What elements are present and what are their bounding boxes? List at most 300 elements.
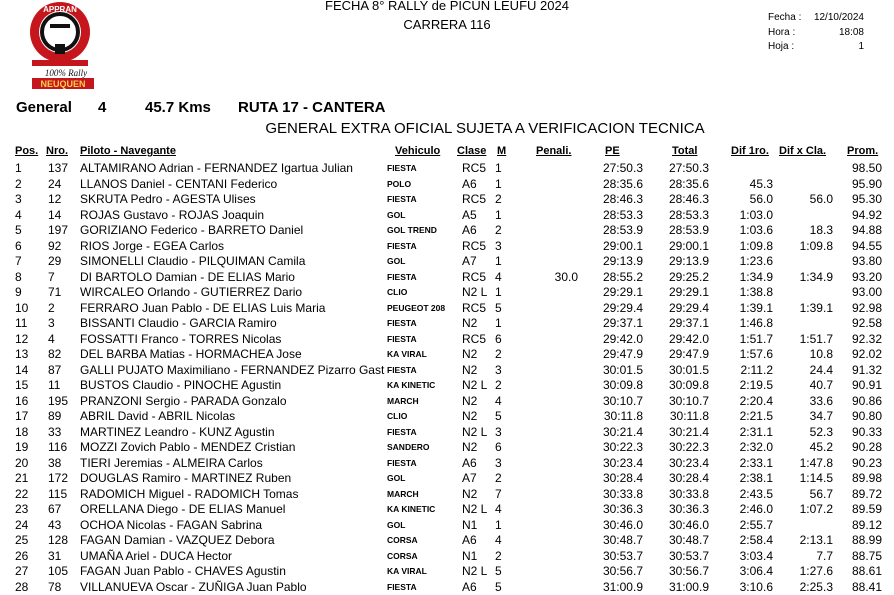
cell-piloto: LLANOS Daniel - CENTANI Federico: [80, 177, 277, 193]
col-penali: Penali.: [536, 145, 571, 157]
cell-clase: RC5: [462, 192, 486, 208]
cell-pe: 30:11.8: [604, 409, 643, 425]
col-m: M: [497, 145, 506, 157]
cell-vehiculo: CLIO: [387, 285, 407, 301]
cell-vehiculo: FIESTA: [387, 316, 417, 332]
cell-nro: 137: [48, 161, 68, 177]
cell-dif1: 1:34.9: [740, 270, 773, 286]
cell-m: 1: [495, 518, 502, 534]
cell-m: 4: [495, 394, 502, 410]
stage-summary: [16, 99, 386, 116]
cell-clase: RC5: [462, 270, 486, 286]
cell-pe: 29:13.9: [603, 254, 643, 270]
cell-difcla: 1:34.9: [800, 270, 833, 286]
cell-pe: 30:01.5: [603, 363, 643, 379]
cell-pe: 29:47.9: [603, 347, 643, 363]
cell-difcla: 56.7: [810, 487, 833, 503]
cell-total: 30:53.7: [669, 549, 709, 565]
cell-total: 30:11.8: [670, 409, 709, 425]
cell-pe: 30:48.7: [603, 533, 643, 549]
cell-pe: 29:37.1: [603, 316, 643, 332]
cell-clase: A6: [462, 223, 477, 239]
cell-total: 31:00.9: [669, 580, 709, 595]
cell-vehiculo: KA VIRAL: [387, 564, 427, 580]
col-vehiculo: Vehiculo: [395, 145, 440, 157]
cell-total: 30:28.4: [669, 471, 709, 487]
table-row: [0, 285, 894, 301]
cell-pe: 30:09.8: [603, 378, 643, 394]
cell-total: 28:46.3: [669, 192, 709, 208]
cell-pos: 1: [15, 161, 22, 177]
cell-vehiculo: CORSA: [387, 549, 418, 565]
cell-total: 28:53.3: [669, 208, 709, 224]
cell-clase: N2: [462, 347, 477, 363]
table-row: [0, 378, 894, 394]
table-row: [0, 254, 894, 270]
cell-pe: 28:53.3: [603, 208, 643, 224]
cell-vehiculo: FIESTA: [387, 270, 417, 286]
cell-m: 5: [495, 580, 502, 595]
table-row: [0, 394, 894, 410]
cell-piloto: SIMONELLI Claudio - PILQUIMAN Camila: [80, 254, 305, 270]
cell-vehiculo: FIESTA: [387, 363, 417, 379]
cell-prom: 90.28: [852, 440, 882, 456]
cell-prom: 89.98: [852, 471, 882, 487]
cell-vehiculo: FIESTA: [387, 456, 417, 472]
hoja-value: 1: [858, 40, 864, 55]
cell-m: 1: [495, 316, 502, 332]
table-row: [0, 239, 894, 255]
col-piloto: Piloto - Navegante: [80, 145, 176, 157]
fecha-value: 12/10/2024: [814, 11, 864, 26]
cell-piloto: FERRARO Juan Pablo - DE ELIAS Luis Maria: [80, 301, 325, 317]
cell-prom: 95.30: [852, 192, 882, 208]
cell-pos: 24: [15, 518, 28, 534]
cell-difcla: 10.8: [810, 347, 833, 363]
hora-value: 18:08: [839, 26, 864, 41]
table-row: [0, 177, 894, 193]
cell-vehiculo: KA KINETIC: [387, 502, 435, 518]
cell-clase: N1: [462, 518, 477, 534]
table-row: [0, 533, 894, 549]
cell-nro: 92: [48, 239, 61, 255]
cell-m: 7: [495, 487, 502, 503]
table-row: [0, 409, 894, 425]
cell-piloto: RIOS Jorge - EGEA Carlos: [80, 239, 224, 255]
cell-difcla: 1:09.8: [800, 239, 833, 255]
cell-vehiculo: POLO: [387, 177, 411, 193]
cell-dif1: 1:57.6: [740, 347, 773, 363]
cell-pe: 30:46.0: [603, 518, 643, 534]
cell-vehiculo: GOL: [387, 471, 405, 487]
cell-pos: 28: [15, 580, 28, 595]
cell-nro: 24: [48, 177, 61, 193]
cell-piloto: OCHOA Nicolas - FAGAN Sabrina: [80, 518, 262, 534]
cell-piloto: BISSANTI Claudio - GARCIA Ramiro: [80, 316, 277, 332]
cell-pos: 11: [15, 316, 27, 332]
cell-dif1: 2:31.1: [740, 425, 773, 441]
cell-vehiculo: GOL: [387, 254, 405, 270]
cell-difcla: 1:07.2: [800, 502, 833, 518]
cell-dif1: 1:39.1: [740, 301, 773, 317]
cell-piloto: ALTAMIRANO Adrian - FERNANDEZ Igartua Julian: [80, 161, 353, 177]
cell-vehiculo: MARCH: [387, 394, 419, 410]
cell-piloto: WIRCALEO Orlando - GUTIERREZ Dario: [80, 285, 302, 301]
cell-vehiculo: FIESTA: [387, 580, 417, 595]
report-meta: [768, 11, 864, 55]
cell-difcla: 7.7: [816, 549, 833, 565]
cell-nro: 128: [48, 533, 68, 549]
cell-nro: 12: [48, 192, 61, 208]
table-row: [0, 270, 894, 286]
table-row: [0, 564, 894, 580]
cell-prom: 90.80: [852, 409, 882, 425]
cell-nro: 29: [48, 254, 61, 270]
cell-total: 30:22.3: [669, 440, 709, 456]
table-row: [0, 192, 894, 208]
cell-clase: RC5: [462, 301, 486, 317]
cell-m: 3: [495, 363, 502, 379]
table-row: [0, 440, 894, 456]
cell-prom: 88.41: [852, 580, 882, 595]
cell-nro: 67: [48, 502, 61, 518]
cell-dif1: 1:23.6: [740, 254, 773, 270]
col-difcla: Dif x Cla.: [779, 145, 826, 157]
cell-m: 5: [495, 564, 502, 580]
cell-dif1: 1:38.8: [740, 285, 773, 301]
cell-clase: N2: [462, 316, 477, 332]
cell-pe: 29:42.0: [603, 332, 643, 348]
col-clase: Clase: [457, 145, 486, 157]
cell-difcla: 18.3: [810, 223, 833, 239]
table-row: [0, 425, 894, 441]
cell-total: 29:25.2: [669, 270, 709, 286]
hora-label: Hora :: [768, 26, 795, 41]
cell-total: 28:53.9: [669, 223, 709, 239]
cell-clase: N2: [462, 487, 477, 503]
cell-m: 2: [495, 549, 502, 565]
col-prom: Prom.: [847, 145, 878, 157]
cell-prom: 90.86: [852, 394, 882, 410]
cell-m: 2: [495, 378, 502, 394]
cell-prom: 89.72: [852, 487, 882, 503]
cell-prom: 93.00: [852, 285, 882, 301]
cell-difcla: 40.7: [810, 378, 833, 394]
cell-pos: 12: [15, 332, 28, 348]
cell-pe: 30:33.8: [603, 487, 643, 503]
cell-dif1: 2:33.1: [740, 456, 773, 472]
results-table: [0, 161, 894, 595]
table-row: [0, 549, 894, 565]
cell-pos: 26: [15, 549, 28, 565]
table-row: [0, 301, 894, 317]
cell-m: 5: [495, 409, 502, 425]
cell-vehiculo: KA VIRAL: [387, 347, 427, 363]
cell-pos: 22: [15, 487, 28, 503]
cell-prom: 94.92: [852, 208, 882, 224]
cell-piloto: DI BARTOLO Damian - DE ELIAS Mario: [80, 270, 295, 286]
cell-pos: 3: [15, 192, 22, 208]
cell-total: 29:37.1: [669, 316, 709, 332]
cell-pos: 15: [15, 378, 28, 394]
cell-vehiculo: CLIO: [387, 409, 407, 425]
cell-nro: 3: [48, 316, 55, 332]
cell-piloto: DEL BARBA Matias - HORMACHEA Jose: [80, 347, 302, 363]
cell-prom: 91.32: [852, 363, 882, 379]
cell-clase: N2: [462, 394, 477, 410]
cell-piloto: ABRIL David - ABRIL Nicolas: [80, 409, 235, 425]
cell-prom: 89.59: [852, 502, 882, 518]
cell-difcla: 1:14.5: [800, 471, 833, 487]
cell-m: 2: [495, 192, 502, 208]
cell-clase: RC5: [462, 161, 486, 177]
cell-difcla: 24.4: [810, 363, 833, 379]
cell-pe: 31:00.9: [603, 580, 643, 595]
stage-route: RUTA 17 - CANTERA: [238, 99, 386, 116]
cell-difcla: 1:47.8: [800, 456, 833, 472]
cell-nro: 116: [48, 440, 67, 456]
cell-nro: 2: [48, 301, 55, 317]
cell-vehiculo: GOL: [387, 208, 405, 224]
cell-pe: 28:53.9: [603, 223, 643, 239]
cell-clase: A7: [462, 471, 477, 487]
cell-clase: RC5: [462, 332, 486, 348]
cell-pos: 14: [15, 363, 28, 379]
cell-dif1: 2:19.5: [740, 378, 773, 394]
cell-total: 29:42.0: [669, 332, 709, 348]
cell-pe: 30:36.3: [603, 502, 643, 518]
cell-clase: N2: [462, 409, 477, 425]
cell-clase: A6: [462, 177, 477, 193]
cell-m: 1: [495, 254, 502, 270]
cell-total: 27:50.3: [669, 161, 709, 177]
col-nro: Nro.: [46, 145, 68, 157]
summary-label: General: [16, 99, 98, 116]
cell-piloto: SKRUTA Pedro - AGESTA Ulises: [80, 192, 256, 208]
cell-m: 2: [495, 471, 502, 487]
cell-piloto: DOUGLAS Ramiro - MARTINEZ Ruben: [80, 471, 291, 487]
cell-vehiculo: KA KINETIC: [387, 378, 435, 394]
cell-prom: 93.80: [852, 254, 882, 270]
cell-total: 30:46.0: [669, 518, 709, 534]
cell-piloto: FAGAN Juan Pablo - CHAVES Agustin: [80, 564, 286, 580]
table-row: [0, 332, 894, 348]
cell-total: 30:09.8: [669, 378, 709, 394]
cell-piloto: MOZZI Zovich Pablo - MENDEZ Cristian: [80, 440, 295, 456]
cell-difcla: 33.6: [810, 394, 833, 410]
cell-m: 3: [495, 425, 502, 441]
cell-vehiculo: GOL: [387, 518, 405, 534]
cell-dif1: 1:09.8: [740, 239, 773, 255]
cell-piloto: TIERI Jeremias - ALMEIRA Carlos: [80, 456, 263, 472]
cell-dif1: 56.0: [750, 192, 773, 208]
cell-dif1: 1:46.8: [740, 316, 773, 332]
cell-pos: 21: [15, 471, 28, 487]
cell-vehiculo: FIESTA: [387, 161, 417, 177]
cell-pe: 29:00.1: [603, 239, 643, 255]
cell-total: 29:13.9: [669, 254, 709, 270]
cell-m: 3: [495, 456, 502, 472]
cell-dif1: 1:03.0: [740, 208, 773, 224]
cell-nro: 197: [48, 223, 68, 239]
cell-piloto: GALLI PUJATO Maximiliano - FERNANDEZ Pizarro Gast: [80, 363, 384, 379]
cell-m: 4: [495, 502, 502, 518]
cell-piloto: FOSSATTI Franco - TORRES Nicolas: [80, 332, 281, 348]
cell-pos: 9: [15, 285, 22, 301]
cell-piloto: PRANZONI Sergio - PARADA Gonzalo: [80, 394, 287, 410]
table-row: [0, 363, 894, 379]
cell-difcla: 45.2: [810, 440, 833, 456]
table-row: [0, 502, 894, 518]
cell-pe: 28:55.2: [603, 270, 643, 286]
cell-m: 1: [495, 285, 502, 301]
cell-penali: 30.0: [555, 270, 578, 286]
cell-clase: A6: [462, 456, 477, 472]
cell-prom: 90.91: [852, 378, 882, 394]
classification-title: GENERAL EXTRA OFICIAL SUJETA A VERIFICACION TECNICA: [0, 120, 894, 137]
cell-piloto: BUSTOS Claudio - PINOCHE Agustin: [80, 378, 281, 394]
cell-prom: 88.75: [852, 549, 882, 565]
cell-nro: 195: [48, 394, 68, 410]
cell-dif1: 2:46.0: [740, 502, 773, 518]
col-total: Total: [672, 145, 697, 157]
cell-pos: 4: [15, 208, 22, 224]
cell-pos: 23: [15, 502, 28, 518]
cell-total: 30:48.7: [669, 533, 709, 549]
cell-dif1: 45.3: [750, 177, 773, 193]
cell-piloto: FAGAN Damian - VAZQUEZ Debora: [80, 533, 275, 549]
cell-vehiculo: CORSA: [387, 533, 418, 549]
cell-pe: 30:10.7: [603, 394, 643, 410]
cell-nro: 38: [48, 456, 61, 472]
cell-clase: A7: [462, 254, 477, 270]
cell-nro: 11: [48, 378, 60, 394]
table-row: [0, 208, 894, 224]
cell-clase: N2 L: [462, 564, 487, 580]
cell-total: 28:35.6: [669, 177, 709, 193]
cell-nro: 87: [48, 363, 61, 379]
cell-prom: 92.32: [852, 332, 882, 348]
cell-total: 29:29.1: [669, 285, 709, 301]
cell-vehiculo: FIESTA: [387, 425, 417, 441]
cell-m: 6: [495, 440, 502, 456]
cell-clase: N2: [462, 363, 477, 379]
cell-prom: 88.61: [852, 564, 882, 580]
cell-pos: 27: [15, 564, 28, 580]
cell-clase: N2 L: [462, 378, 487, 394]
cell-dif1: 2:11.2: [741, 363, 773, 379]
cell-nro: 172: [48, 471, 68, 487]
cell-pe: 29:29.4: [603, 301, 643, 317]
cell-pe: 29:29.1: [603, 285, 643, 301]
cell-dif1: 2:21.5: [740, 409, 773, 425]
cell-pos: 8: [15, 270, 22, 286]
svg-text:100% Rally: 100% Rally: [45, 68, 87, 78]
cell-nro: 43: [48, 518, 61, 534]
table-row: [0, 316, 894, 332]
cell-prom: 88.99: [852, 533, 882, 549]
cell-pe: 28:35.6: [603, 177, 643, 193]
cell-prom: 98.50: [852, 161, 882, 177]
cell-prom: 89.12: [852, 518, 882, 534]
cell-difcla: 52.3: [810, 425, 833, 441]
cell-total: 29:00.1: [669, 239, 709, 255]
svg-text:NEUQUEN: NEUQUEN: [40, 79, 85, 89]
cell-pos: 20: [15, 456, 28, 472]
table-row: [0, 471, 894, 487]
cell-dif1: 3:03.4: [740, 549, 773, 565]
cell-nro: 71: [48, 285, 61, 301]
cell-vehiculo: SANDERO: [387, 440, 430, 456]
cell-pe: 30:22.3: [603, 440, 643, 456]
cell-pos: 18: [15, 425, 28, 441]
table-row: [0, 347, 894, 363]
cell-total: 30:36.3: [669, 502, 709, 518]
cell-nro: 78: [48, 580, 61, 595]
cell-difcla: 1:51.7: [800, 332, 833, 348]
cell-difcla: 2:25.3: [800, 580, 833, 595]
stage-distance: 45.7 Kms: [145, 99, 238, 116]
table-row: [0, 487, 894, 503]
cell-nro: 82: [48, 347, 61, 363]
cell-m: 4: [495, 533, 502, 549]
cell-vehiculo: FIESTA: [387, 332, 417, 348]
cell-nro: 4: [48, 332, 55, 348]
cell-pe: 30:21.4: [603, 425, 643, 441]
cell-dif1: 2:55.7: [740, 518, 773, 534]
cell-piloto: MARTINEZ Leandro - KUNZ Agustin: [80, 425, 275, 441]
cell-dif1: 2:38.1: [740, 471, 773, 487]
cell-difcla: 1:39.1: [800, 301, 833, 317]
cell-total: 30:33.8: [669, 487, 709, 503]
cell-piloto: GORIZIANO Federico - BARRETO Daniel: [80, 223, 303, 239]
cell-piloto: ORELLANA Diego - DE ELIAS Manuel: [80, 502, 285, 518]
cell-prom: 92.98: [852, 301, 882, 317]
cell-piloto: VILLANUEVA Oscar - ZUÑIGA Juan Pablo: [80, 580, 307, 595]
cell-vehiculo: FIESTA: [387, 192, 417, 208]
cell-dif1: 3:10.6: [740, 580, 773, 595]
cell-total: 30:56.7: [669, 564, 709, 580]
cell-clase: A6: [462, 580, 477, 595]
cell-prom: 90.33: [852, 425, 882, 441]
cell-prom: 92.02: [852, 347, 882, 363]
cell-clase: A5: [462, 208, 477, 224]
cell-prom: 95.90: [852, 177, 882, 193]
cell-total: 30:10.7: [669, 394, 709, 410]
cell-m: 2: [495, 347, 502, 363]
stage-number: 4: [98, 99, 145, 116]
cell-difcla: 2:13.1: [800, 533, 833, 549]
cell-total: 29:29.4: [669, 301, 709, 317]
cell-pos: 5: [15, 223, 22, 239]
cell-total: 30:23.4: [669, 456, 709, 472]
table-row: [0, 223, 894, 239]
cell-clase: N2 L: [462, 425, 487, 441]
cell-dif1: 2:32.0: [740, 440, 773, 456]
cell-total: 30:21.4: [669, 425, 709, 441]
col-pos: Pos.: [15, 145, 38, 157]
race-number: CARRERA 116: [0, 17, 894, 32]
appran-logo: [22, 0, 98, 90]
cell-nro: 31: [48, 549, 61, 565]
cell-m: 2: [495, 223, 502, 239]
cell-pe: 27:50.3: [603, 161, 643, 177]
cell-pe: 30:23.4: [603, 456, 643, 472]
cell-prom: 94.88: [852, 223, 882, 239]
col-pe: PE: [605, 145, 620, 157]
event-title: FECHA 8° RALLY de PICUN LEUFU 2024: [0, 0, 894, 13]
cell-clase: N2: [462, 440, 477, 456]
